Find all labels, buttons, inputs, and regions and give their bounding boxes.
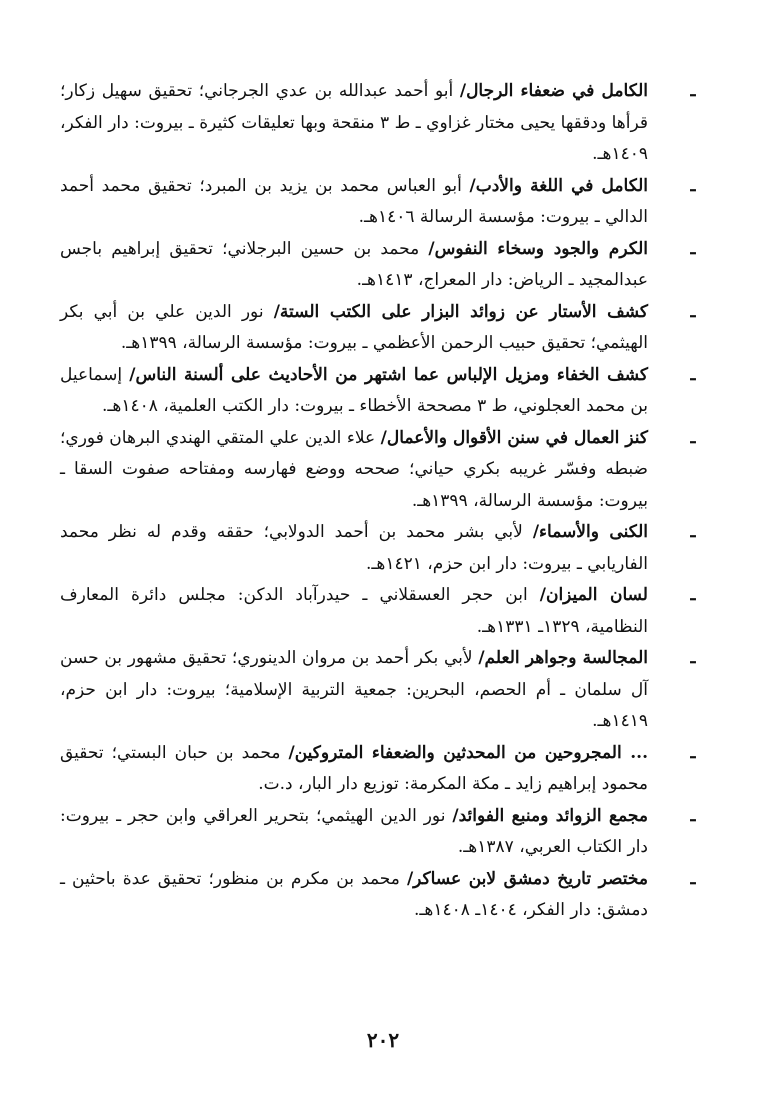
entry-dash: ـ (690, 868, 696, 889)
bibliography-entry (60, 423, 708, 518)
entry-title: كنز العمال في سنن الأقوال والأعمال/ (380, 427, 648, 448)
entry-details: نور الدين الهيثمي؛ بتحرير العراقي وابن حجر ـ بيروت: دار الكتاب العربي، ١٣٨٧هـ. (60, 805, 648, 857)
entry-title: المجالسة وجواهر العلم/ (478, 648, 648, 668)
bibliography-entry (60, 76, 708, 171)
bibliography-entry (60, 297, 708, 360)
entry-dash: ـ (690, 81, 696, 101)
entry-dash: ـ (690, 522, 696, 542)
entry-title: لسان الميزان/ (539, 585, 648, 605)
entry-dash: ـ (690, 364, 696, 385)
entry-dash: ـ (690, 805, 696, 826)
entry-title: ... المجروحين من المحدثين والضعفاء المتروكين/ (288, 742, 649, 763)
bibliography-entry (60, 360, 708, 423)
bibliography-entry (60, 580, 708, 643)
entry-dash: ـ (690, 175, 696, 196)
entry-title: الكنى والأسماء/ (532, 522, 648, 542)
page-number: ٢٠٢ (366, 1028, 400, 1052)
bibliography-entry (60, 171, 708, 234)
entry-dash: ـ (690, 301, 696, 322)
bibliography-entry (60, 801, 708, 864)
entry-title: الكرم والجود وسخاء النفوس/ (428, 238, 648, 259)
bibliography-entry (60, 864, 708, 927)
entry-dash: ـ (690, 648, 696, 668)
entry-title: الكامل في اللغة والأدب/ (469, 175, 648, 196)
entry-details: إسماعيل بن محمد العجلوني، ط ٣ مصححة الأخطاء ـ بيروت: دار الكتب العلمية، ١٤٠٨هـ. (60, 364, 648, 416)
entry-title: مجمع الزوائد ومنبع الفوائد/ (452, 805, 649, 826)
bibliography-entry (60, 517, 708, 580)
entry-title: مختصر تاريخ دمشق لابن عساكر/ (406, 868, 649, 889)
entry-details: أبو العباس محمد بن يزيد بن المبرد؛ تحقيق محمد أحمد الدالي ـ بيروت: مؤسسة الرسالة ١٤٠٦هـ. (60, 175, 648, 227)
bibliography-entry (60, 234, 708, 297)
entry-details: محمد بن مكرم بن منظور؛ تحقيق عدة باحثين ـ دمشق: دار الفكر، ١٤٠٤ـ ١٤٠٨هـ. (60, 868, 648, 920)
entry-details: أبو أحمد عبدالله بن عدي الجرجاني؛ تحقيق سهيل زكار؛ قرأها ودققها يحيى مختار غزاوي ـ ط ٣ منقحة وبها تعليقات كثيرة ـ بيروت: دار الفكر، ١٤٠٩هـ. (60, 81, 648, 164)
entry-details: محمد بن حبان البستي؛ تحقيق محمود إبراهيم زايد ـ مكة المكرمة: توزيع دار البار، د.ت. (60, 742, 648, 794)
entry-details: علاء الدين علي المتقي الهندي البرهان فوري؛ ضبطه وفسّر غريبه بكري حياني؛ صححه ووضع فهارسه ومفتاحه صفوت السقا ـ بيروت: مؤسسة الرسالة، ١٣٩٩هـ. (60, 427, 648, 511)
bibliography-entry (60, 738, 708, 801)
bibliography-list (60, 76, 708, 927)
entry-dash: ـ (690, 427, 696, 448)
entry-dash: ـ (690, 742, 696, 763)
entry-details: محمد بن حسين البرجلاني؛ تحقيق إبراهيم باجس عبدالمجيد ـ الرياض: دار المعراج، ١٤١٣هـ. (60, 238, 648, 290)
entry-details: لأبي بشر محمد بن أحمد الدولابي؛ حققه وقدم له نظر محمد الفاريابي ـ بيروت: دار ابن حزم، ١٤٢١هـ. (60, 522, 648, 574)
bibliography-entry (60, 643, 708, 738)
entry-details: لأبي بكر أحمد بن مروان الدينوري؛ تحقيق مشهور بن حسن آل سلمان ـ أم الحصم، البحرين: جمعية التربية الإسلامية؛ بيروت: دار ابن حزم، ١٤١٩هـ. (60, 648, 648, 731)
entry-dash: ـ (690, 585, 696, 605)
entry-title: الكامل في ضعفاء الرجال/ (459, 81, 648, 101)
entry-details: نور الدين علي بن أبي بكر الهيثمي؛ تحقيق حبيب الرحمن الأعظمي ـ بيروت: مؤسسة الرسالة، ١٣٩٩هـ. (60, 301, 648, 353)
entry-title: كشف الأستار عن زوائد البزار على الكتب الستة/ (273, 301, 648, 322)
entry-dash: ـ (690, 238, 696, 259)
entry-details: ابن حجر العسقلاني ـ حيدرآباد الدكن: مجلس دائرة المعارف النظامية، ١٣٢٩ـ ١٣٣١هـ. (60, 585, 648, 637)
entry-title: كشف الخفاء ومزيل الإلباس عما اشتهر من الأحاديث على ألسنة الناس/ (129, 364, 649, 385)
